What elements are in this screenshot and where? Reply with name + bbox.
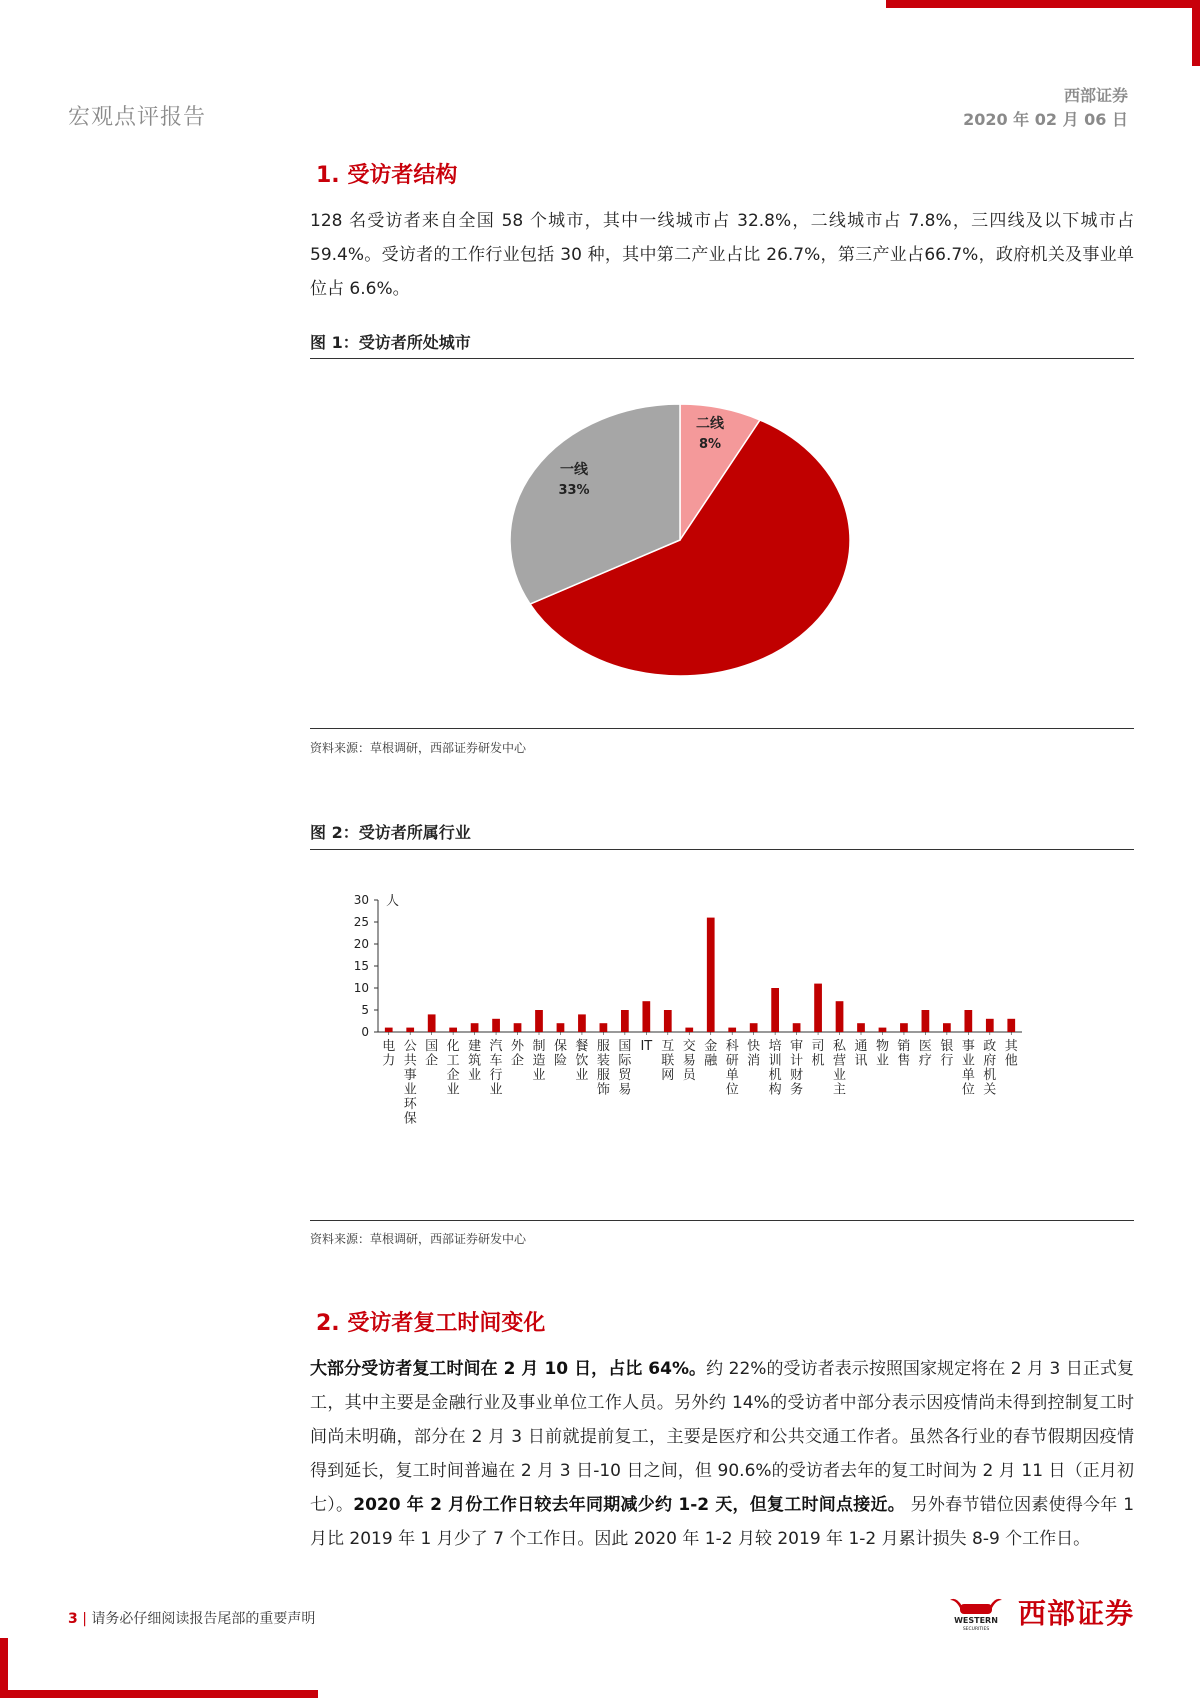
- x-tick-label: 餐饮业: [575, 1039, 589, 1083]
- bar: [986, 1019, 994, 1032]
- pie-label: 三四线及以下: [730, 566, 814, 582]
- bar: [406, 1028, 414, 1032]
- top-red-corner: [1192, 0, 1200, 66]
- bar: [685, 1028, 693, 1032]
- bar: [836, 1001, 844, 1032]
- bar: [793, 1023, 801, 1032]
- x-tick-label: 其他: [1004, 1039, 1018, 1069]
- section-2-mid-bold: 2020 年 2 月份工作日较去年同期减少约 1-2 天，但复工时间点接近。: [353, 1495, 905, 1515]
- bar: [814, 984, 822, 1032]
- footer-notice-text: 请务必仔细阅读报告尾部的重要声明: [91, 1611, 316, 1627]
- y-tick-label: 30: [353, 893, 369, 907]
- y-tick-label: 5: [361, 1003, 369, 1017]
- logo-en: WESTERN: [954, 1616, 998, 1625]
- figure-1-bottom-rule: [310, 728, 1134, 729]
- x-tick-label: 物业: [875, 1039, 889, 1069]
- bar: [664, 1010, 672, 1032]
- section-1-title: 1. 受访者结构: [316, 163, 458, 188]
- x-tick-label: 银行: [940, 1039, 954, 1069]
- y-tick-label: 10: [353, 981, 369, 995]
- x-tick-label: 政府机关: [983, 1039, 997, 1098]
- bar: [750, 1023, 758, 1032]
- x-tick-label: 通讯: [854, 1039, 868, 1069]
- figure-1-title: 图 1：受访者所处城市: [310, 333, 471, 352]
- bar: [943, 1023, 951, 1032]
- figure-2-source: 资料来源：草根调研，西部证券研发中心: [310, 1232, 527, 1246]
- bar: [471, 1023, 479, 1032]
- bottom-red-corner: [0, 1638, 8, 1698]
- bar: [728, 1028, 736, 1032]
- industry-bar-chart: [310, 870, 1134, 1210]
- bar: [900, 1023, 908, 1032]
- x-tick-label: 销售: [897, 1039, 911, 1069]
- x-tick-label: 互联网: [661, 1039, 675, 1083]
- bar: [621, 1010, 629, 1032]
- x-tick-label: 国企: [425, 1039, 439, 1069]
- pie-label: 一线: [560, 462, 588, 478]
- pie-value-label: 8%: [698, 437, 722, 452]
- report-type: 宏观点评报告: [68, 105, 207, 130]
- figure-1-source: 资料来源：草根调研，西部证券研发中心: [310, 741, 527, 755]
- figure-2-top-rule: [310, 849, 1134, 850]
- x-tick-label: 事业单位: [961, 1039, 975, 1098]
- figure-1-top-rule: [310, 358, 1134, 359]
- x-tick-label: 金融: [704, 1039, 718, 1069]
- page-number: 3: [68, 1611, 78, 1627]
- figure-2-title: 图 2：受访者所属行业: [310, 823, 471, 842]
- bar: [857, 1023, 865, 1032]
- bar: [492, 1019, 500, 1032]
- x-tick-label: 制造业: [532, 1039, 546, 1083]
- logo-name: 西部证券: [1017, 1597, 1134, 1630]
- x-tick-label: 培训机构: [768, 1039, 782, 1098]
- city-pie-chart: [310, 368, 1134, 718]
- section-2-text-2: 另外春节错位因素使得今年 1 月比 2019 年 1 月少了 7 个工作日。因此 2020 年 1-2 月较 2019 年 1-2 月累计损失 8-9 个工作日。: [310, 1495, 1135, 1549]
- top-red-line: [886, 0, 1200, 8]
- bar: [385, 1028, 393, 1032]
- bar: [449, 1028, 457, 1032]
- section-2-title: 2. 受访者复工时间变化: [316, 1311, 546, 1336]
- bar: [557, 1023, 565, 1032]
- pie-value-label: 59%: [756, 587, 788, 602]
- header-company: 西部证券: [1063, 86, 1128, 105]
- bar: [1007, 1019, 1015, 1032]
- bull-logo-icon: [944, 1592, 1008, 1632]
- bar: [964, 1010, 972, 1032]
- bar: [535, 1010, 543, 1032]
- bottom-red-line: [0, 1690, 318, 1698]
- x-tick-label: 审计财务: [790, 1039, 804, 1098]
- section-2-lead-bold: 大部分受访者复工时间在 2 月 10 日，占比 64%。: [310, 1359, 707, 1379]
- y-tick-label: 20: [353, 937, 369, 951]
- x-tick-label: 交易员: [682, 1039, 696, 1083]
- header-date: 2020 年 02 月 06 日: [963, 110, 1128, 129]
- x-tick-label: 外企: [511, 1039, 525, 1069]
- x-tick-label: 保险: [553, 1039, 567, 1069]
- x-tick-label: 司机: [811, 1039, 825, 1069]
- pie-label: 二线: [696, 416, 724, 432]
- bar: [642, 1001, 650, 1032]
- x-tick-label: 国际贸易: [618, 1039, 632, 1098]
- x-tick-label: 快消: [747, 1039, 761, 1069]
- bar: [771, 988, 779, 1032]
- y-tick-label: 15: [353, 959, 369, 973]
- bar: [707, 918, 715, 1032]
- footer-notice: 3 | 请务必仔细阅读报告尾部的重要声明: [68, 1611, 316, 1627]
- bar: [600, 1023, 608, 1032]
- section-2-paragraph: [310, 1352, 1134, 1556]
- x-tick-label: 服装服饰: [596, 1039, 610, 1098]
- bar: [578, 1014, 586, 1032]
- y-tick-label: 25: [353, 915, 369, 929]
- figure-2-bottom-rule: [310, 1220, 1134, 1221]
- x-tick-label: 建筑业: [468, 1039, 482, 1083]
- section-1-paragraph: 128 名受访者来自全国 58 个城市，其中一线城市占 32.8%，二线城市占 7.8%，三四线及以下城市占 59.4%。受访者的工作行业包括 30 种，其中第二产业占比 26.7%，第三产业占66.7%，政府机关及事业单位占 6.6%。: [310, 211, 1134, 299]
- logo-en-sub: SECURITIES: [962, 1627, 990, 1632]
- x-tick-label: 医疗: [918, 1039, 932, 1069]
- x-tick-label: 公共事业环保: [403, 1039, 417, 1127]
- bar: [922, 1010, 930, 1032]
- x-tick-label: 化工企业: [446, 1039, 460, 1098]
- x-tick-label: IT: [640, 1039, 653, 1054]
- header-info: [963, 84, 1128, 132]
- x-tick-label: 私营业主: [833, 1039, 847, 1098]
- bar: [514, 1023, 522, 1032]
- bar: [428, 1014, 436, 1032]
- bar: [879, 1028, 887, 1032]
- x-tick-label: 科研单位: [725, 1039, 739, 1098]
- y-unit-label: 人: [386, 894, 400, 909]
- x-tick-label: 汽车行业: [489, 1039, 503, 1098]
- pie-value-label: 33%: [558, 483, 590, 498]
- y-tick-label: 0: [361, 1025, 369, 1039]
- company-logo: [944, 1592, 1134, 1632]
- x-tick-label: 电力: [382, 1039, 396, 1069]
- section-2-text-1: 约 22%的受访者表示按照国家规定将在 2 月 3 日正式复工，其中主要是金融行业及事业单位工作人员。另外约 14%的受访者中部分表示因疫情尚未得到控制复工时间尚未明确，部分在 2 月 3 日前就提前复工，主要是医疗和公共交通工作者。虽然各行业的春节假期因疫情得到延长，复工时间普遍在 2 月 3 日-10 日之间，但 90.6%的受访者去年的复工时间为 2 月 11 日（正月初七）。: [310, 1359, 1134, 1515]
